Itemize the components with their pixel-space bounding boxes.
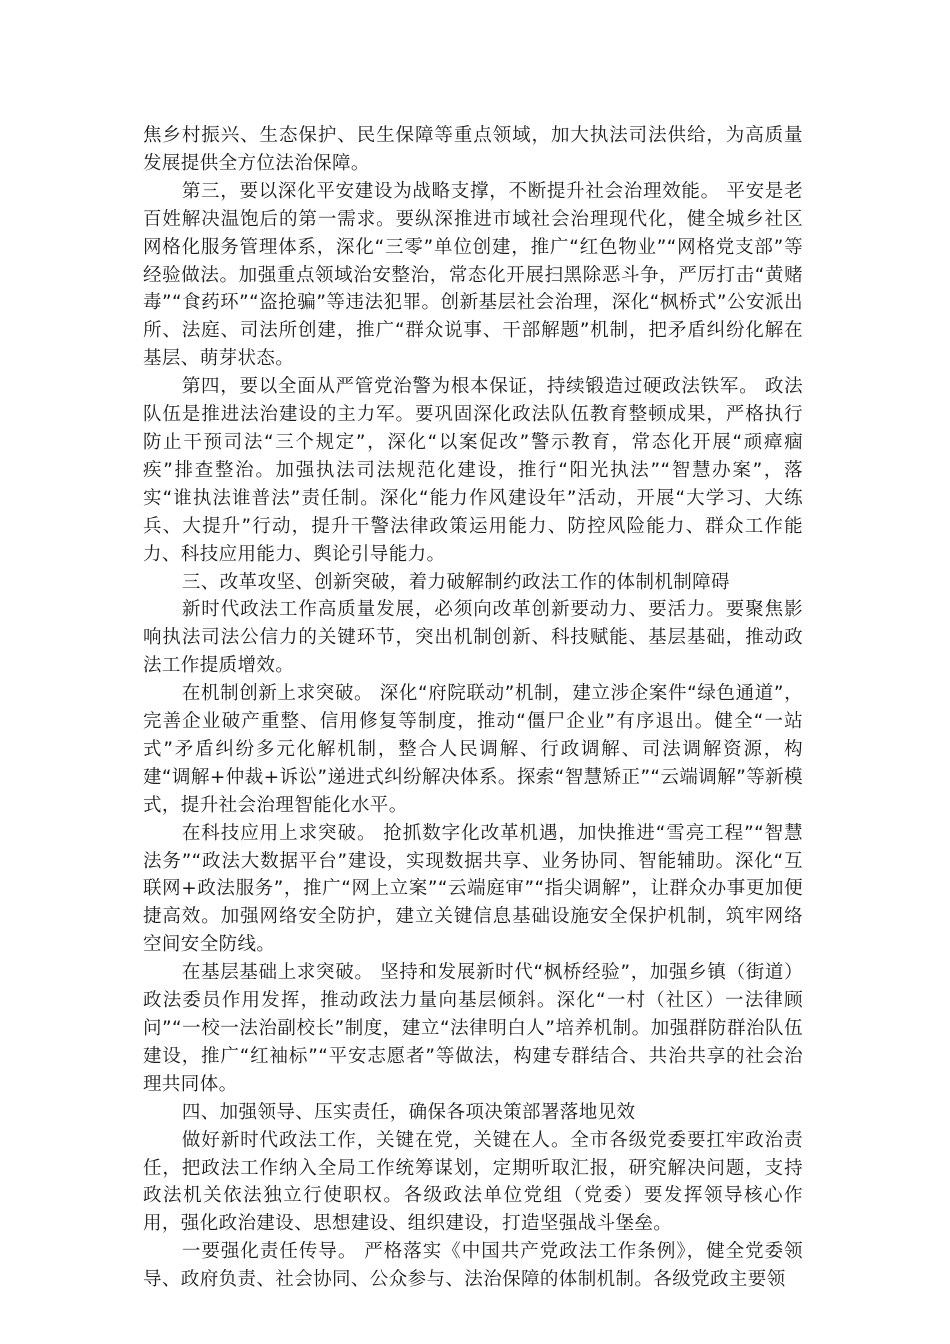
paragraph-technology-application: 在科技应用上求突破。 抢抓数字化改革机遇，加快推进“雪亮工程”“智慧法务”“政法大数据平台”建设，实现数据共享、业务协同、智能辅助。深化“互联网+政法服务”，推广“网上立案”“云端庭审”“指尖调解”，让群众办事更加便捷高效。加强网络安全防护，建立关键信息基础设施安全保护机制，筑牢网络空间安全防线。 (143, 822, 803, 956)
section-heading-three: 三、改革攻坚、创新突破，着力破解制约政法工作的体制机制障碍 (181, 571, 730, 593)
paragraph-third-point: 第三，要以深化平安建设为战略支撑，不断提升社会治理效能。 平安是老百姓解决温饱后的第一需求。要纵深推进市域社会治理现代化，健全城乡社区网格化服务管理体系，深化“三零”单位创建，推广“红色物业”“网格党支部”等经验做法。加强重点领域治安整治，常态化开展扫黑除恶斗争，严厉打击“黄赌毒”“食药环”“盗抢骗”等违法犯罪。创新基层社会治理，深化“枫桥式”公安派出所、法庭、司法所创建，推广“群众说事、干部解题”机制，把矛盾纠纷化解在基层、萌芽状态。 (143, 180, 803, 370)
paragraph-leadership-intro: 做好新时代政法工作，关键在党，关键在人。全市各级党委要扛牢政治责任，把政法工作纳入全局工作统筹谋划，定期听取汇报，研究解决问题，支持政法机关依法独立行使职权。各级政法单位党组（党委）要发挥领导核心作用，强化政治建设、思想建设、组织建设，打造坚强战斗堡垒。 (143, 1129, 803, 1235)
paragraph-mechanism-innovation: 在机制创新上求突破。 深化“府院联动”机制，建立涉企案件“绿色通道”，完善企业破产重整、信用修复等制度，推动“僵尸企业”有序退出。健全“一站式”矛盾纠纷多元化解机制，整合人民调解、行政调解、司法调解资源，构建“调解+仲裁+诉讼”递进式纠纷解决体系。探索“智慧矫正”“云端调解”等新模式，提升社会治理智能化水平。 (143, 683, 803, 816)
section-heading-four: 四、加强领导、压实责任，确保各项决策部署落地见效 (181, 1101, 636, 1123)
document-body (143, 122, 803, 1294)
paragraph-fourth-point: 第四，要以全面从严管党治警为根本保证，持续锻造过硬政法铁军。 政法队伍是推进法治建设的主力军。要巩固深化政法队伍教育整顿成果，严格执行防止干预司法“三个规定”，深化“以案促改”警示教育，常态化开展“顽瘴痼疾”排查整治。加强执法司法规范化建设，推行“阳光执法”“智慧办案”，落实“谁执法谁普法”责任制。深化“能力作风建设年”活动，开展“大学习、大练兵、大提升”行动，提升干警法律政策运用能力、防控风险能力、群众工作能力、科技应用能力、舆论引导能力。 (143, 376, 803, 565)
paragraph-grassroots-foundation: 在基层基础上求突破。 坚持和发展新时代“枫桥经验”，加强乡镇（街道）政法委员作用发挥，推动政法力量向基层倾斜。深化“一村（社区）一法律顾问”“一校一法治副校长”制度，建立“法律明白人”培养机制。加强群防群治队伍建设，推广“红袖标”“平安志愿者”等做法，构建专群结合、共治共享的社会治理共同体。 (143, 962, 803, 1095)
paragraph-responsibility: 一要强化责任传导。 严格落实《中国共产党政法工作条例》，健全党委领导、政府负责、社会协同、公众参与、法治保障的体制机制。各级党政主要领 (143, 1241, 803, 1291)
paragraph-reform-intro: 新时代政法工作高质量发展，必须向改革创新要动力、要活力。要聚焦影响执法司法公信力的关键环节，突出机制创新、科技赋能、基层基础，推动政法工作提质增效。 (143, 599, 803, 677)
paragraph-continuation: 焦乡村振兴、生态保护、民生保障等重点领域，加大执法司法供给，为高质量发展提供全方位法治保障。 (143, 125, 803, 174)
